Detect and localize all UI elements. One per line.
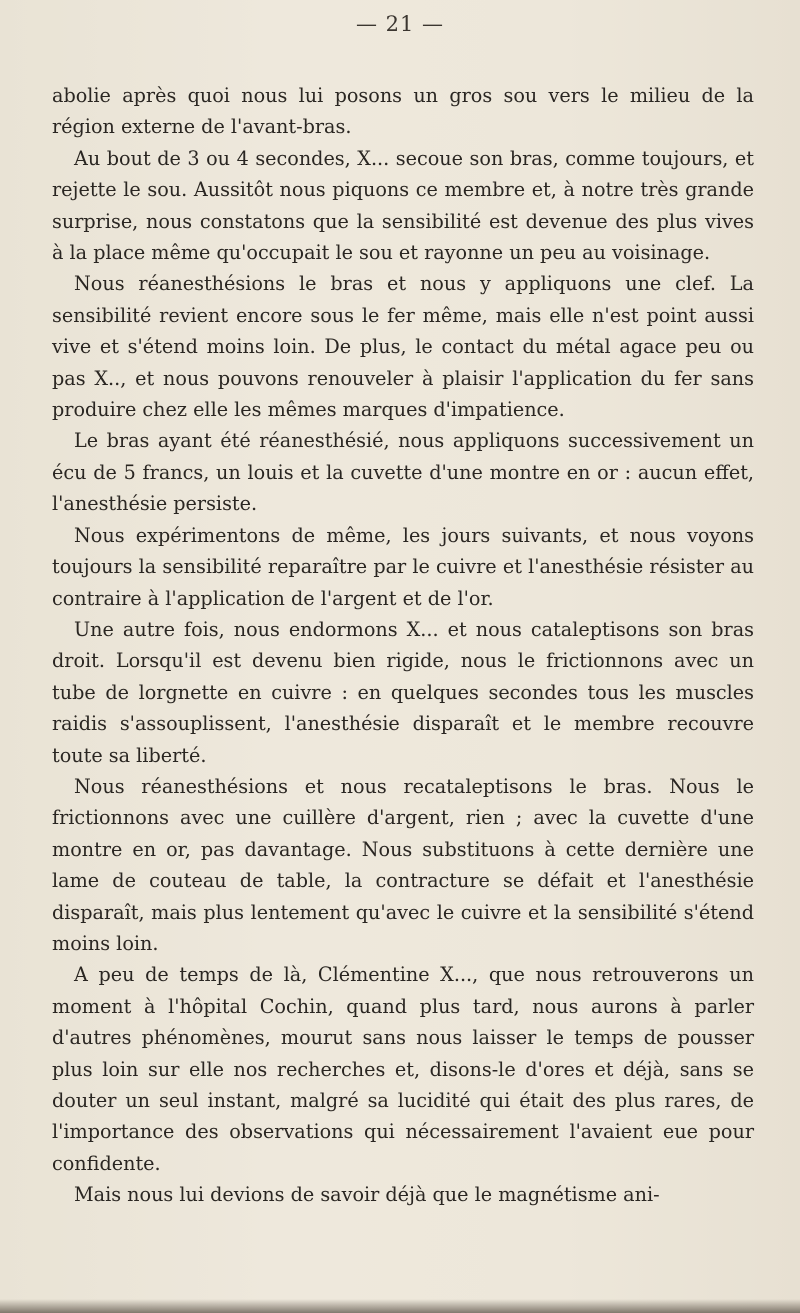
paragraph-2: Au bout de 3 ou 4 secondes, X... secoue son bras, comme toujours, et rejette le sou. Aussitôt nous piquons ce membre et, à notre très grande surprise, nous constatons que la sensibilité est devenue des plus vives à la place même qu'occupait le sou et rayonne un peu au voisinage. xyxy=(52,146,754,265)
paragraph-8: A peu de temps de là, Clémentine X..., que nous retrouverons un moment à l'hôpital Cochin, quand plus tard, nous aurons à parler d'autres phénomènes, mourut sans nous laisser le temps de pousser plus loin sur elle nos recherches et, disons-le d'ores et déjà, sans se douter un seul instant, malgré sa lucidité qui était des plus rares, de l'importance des observations qui nécessairement l'avaient eue pour confidente. xyxy=(52,963,754,1175)
paragraph-5: Nous expérimentons de même, les jours suivants, et nous voyons toujours la sensibilité reparaître par le cuivre et l'anesthésie résister au contraire à l'application de l'argent et de l'or. xyxy=(52,523,754,610)
paragraph-4: Le bras ayant été réanesthésié, nous appliquons successivement un écu de 5 francs, un louis et la cuvette d'une montre en or : aucun effet, l'anesthésie persiste. xyxy=(52,429,754,516)
page-bottom-edge xyxy=(0,1299,800,1313)
paragraph-7: Nous réanesthésions et nous recataleptisons le bras. Nous le frictionnons avec une cuillère d'argent, rien ; avec la cuvette d'une montre en or, pas davantage. Nous substituons à cette dernière une lame de couteau de table, la contracture se défait et l'anesthésie disparaît, mais plus lentement qu'avec le cuivre et la sensibilité s'étend moins loin. xyxy=(52,774,754,955)
paragraph-1: abolie après quoi nous lui posons un gros sou vers le milieu de la région externe de l'avant-bras. xyxy=(52,84,754,139)
page-number: — 21 — xyxy=(355,12,445,36)
paragraph-6: Une autre fois, nous endormons X... et nous cataleptisons son bras droit. Lorsqu'il est devenu bien rigide, nous le frictionnons avec un tube de lorgnette en cuivre : en quelques secondes tous les muscles raidis s'assouplissent, l'anesthésie disparaît et le membre recouvre toute sa liberté. xyxy=(52,617,754,767)
paragraph-9: Mais nous lui devions de savoir déjà que le magnétisme ani- xyxy=(74,1183,660,1207)
body-text xyxy=(52,80,754,1211)
paragraph-3: Nous réanesthésions le bras et nous y appliquons une clef. La sensibilité revient encore sous le fer même, mais elle n'est point aussi vive et s'étend moins loin. De plus, le contact du métal agace peu ou pas X.., et nous pouvons renouveler à plaisir l'application du fer sans produire chez elle les mêmes marques d'impatience. xyxy=(52,272,754,422)
